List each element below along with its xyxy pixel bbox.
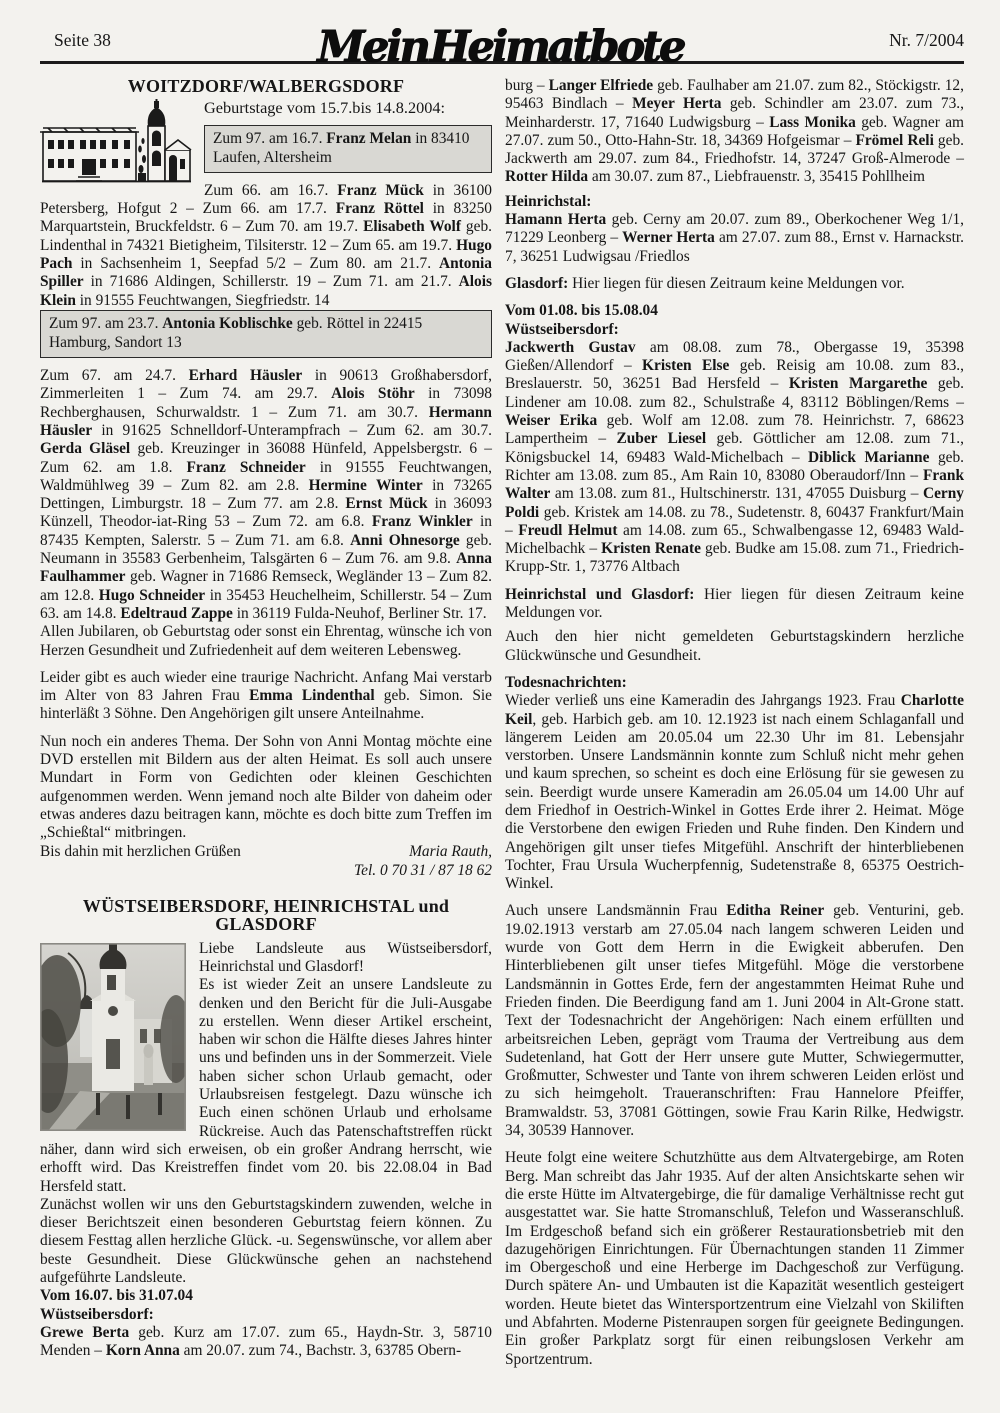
glasdorf-no-reports: Glasdorf: Hier liegen für diesen Zeitraum keine Meldungen vor. [505, 274, 905, 292]
page-number: Seite 38 [54, 30, 111, 50]
two-column-body [0, 77, 1000, 1369]
heinrichstal-glasdorf-no-reports: Heinrichstal und Glasdorf: Hier liegen für diesen Zeitraum keine Meldungen vor. [505, 585, 964, 622]
section-title-wuestseibersdorf: WÜSTSEIBERSDORF, HEINRICHSTAL und GLASDORF [82, 896, 450, 935]
jubilare-wishes: Allen Jubilaren, ob Geburtstag oder sonst ein Ehrentag, wünsche ich von Herzen Gesundheit und Zufriedenheit auf dem weiteren Lebensweg. [40, 623, 492, 659]
highlight-box-melan: Zum 97. am 16.7. Franz Melan in 83410 Laufen, Altersheim [204, 125, 492, 173]
birthday-paragraph-2: Zum 67. am 24.7. Erhard Häusler in 90613 Großhabersdorf, Zimmerleiten 1 – Zum 74. am 29.7. Alois Stöhr in 73098 Rechberghausen, Schurwaldstr. 1 – Zum 71. am 30.7. Hermann Häusler in 91625 Schnelldorf-Unterampfrach – Zum 62. am 30.7. Gerda Gläsel geb. Kreuzinger in 36088 Hünfeld, Appelsbergstr. 6 – Zum 62. am 1.8. Franz Schneider in 91555 Feuchtwangen, Waldmühlweg 39 – Zum 82. am 2.8. Hermine Winter in 73265 Dettingen, Limburgstr. 18 – Zum 77. am 2.8. Ernst Mück in 36093 Künzell, Theodor-iat-Ring 53 – Zum 72. am 6.8. Franz Winkler in 87435 Kempten, Salerstr. 5 – Zum 71. am 6.8. Anni Ohnesorge geb. Neumann in 35583 Gerbenheim, Talsgärten 6 – Zum 76. am 9.8. Anna Faulhammer geb. Wagner in 71686 Remseck, Wegländer 13 – Zum 82. am 12.8. Hugo Schneider in 35453 Heuchelheim, Schillerstr. 54 – Zum 63. am 14.8. Edeltraud Zappe in 36119 Fulda-Neuhof, Berliner Str. 17. [40, 367, 493, 622]
village-heading-wuestseibersdorf-1: Wüstseibersdorf: [40, 1305, 154, 1323]
birthday-paragraph-jackwerth: Jackwerth Gustav am 08.08. zum 78., Obergasse 19, 35398 Gießen/Allendorf – Kristen Else geb. Reisig am 10.08. zum 83., Breslauerstr. 50, 36251 Bad Hersfeld – Kristen Margarethe geb. Lindener am 10.08. zum 82., Schulstraße 4, 83112 Böblingen/Rems – Weiser Erika geb. Wolf am 12.08. zum 78. Heinrichstr. 7, 68623 Lampertheim – Zuber Liesel geb. Göttlicher am 12.08. zum 71., Königsbuckel 14, 69483 Wald-Michelbach – Diblick Marianne geb. Richter am 13.08. zum 85., Am Rain 10, 83080 Oberaudorf/Inn – Frank Walter am 13.08. zum 81., Hultschinerstr. 131, 47055 Duisburg – Cerny Poldi geb. Kristek am 14.08. zu 78., Sudetenstr. 8, 60437 Frankfurt/Main – Freudl Helmut am 14.08. zum 65., Schwalbengasse 12, 69483 Wald-Michelbachk – Kristen Renate geb. Budke am 15.08. zum 71., Friedrich-Krupp-Str. 1, 73776 Altbach [505, 338, 965, 576]
village-drawing-icon [40, 99, 192, 195]
signature-row [40, 843, 492, 861]
greeting-paragraph: Liebe Landsleute aus Wüstseibersdorf, Heinrichstal und Glasdorf! Es ist wieder Zeit an unsere Landsleute zu denken und den Bericht für die Juli-Ausgabe zu erstellen. Wenn dieser Artikel erscheint, haben wir schon die Hälfte dieses Jahres hinter uns und befinden uns in der Sommerzeit. Viele haben sicher schon Urlaub gemacht, oder Urlaubsreisen festgelegt. Dazu wünsche ich Euch einen schönen Urlaub und erholsame Rückreise. Auch das Patenschaftstreffen rückt näher, dann wird sich erweisen, ob ein großer Andrang herrscht, wie erhofft wird. Das Kreistreffen findet vom 20. bis 22.08.04 in Bad Hersfeld statt. [40, 939, 492, 1195]
masthead-logo: Mein Heimatbote [316, 22, 684, 72]
signature-name: Maria Rauth, [409, 843, 492, 861]
birthday-paragraph-continued: burg – Langer Elfriede geb. Faulhaber am 21.07. zum 82., Stöckigstr. 12, 95463 Bindlach – Meyer Herta geb. Schindler am 23.07. zum 73., Meinharderstr. 17, 71640 Ludwigsburg – Lass Monika geb. Wagner am 27.07. zum 50., Otto-Hahn-Str. 18, 34369 Hofgeismar – Frömel Reli geb. Jackwerth am 29.07. zum 84., Friedhofstr. 14, 37247 Groß-Almerode – Rotter Hilda am 30.07. zum 87., Liebfrauenstr. 3, 35415 Pohllheim [505, 77, 964, 186]
village-heading-heinrichstal: Heinrichstal: [505, 192, 592, 210]
unreported-birthdays-note: Auch den hier nicht gemeldeten Geburtstagskindern herzliche Glückwünsche und Gesundheit. [505, 628, 964, 664]
death-notices-heading: Todesnachrichten: [505, 673, 627, 691]
church-photo-icon [40, 943, 186, 1131]
right-column [505, 77, 964, 1369]
left-column [40, 77, 492, 1369]
date-range-heading-1: Vom 16.07. bis 31.07.04 [40, 1287, 193, 1305]
birthday-paragraph-hamann: Hamann Herta geb. Cerny am 20.07. zum 89., Oberkochener Weg 1/1, 71229 Leonberg – Werner Herta am 27.07. zum 88., Ernst v. Harnackstr. 7, 36251 Ludwigsau /Friedlos [505, 211, 964, 265]
highlight-box-koblischke: Zum 97. am 23.7. Antonia Koblischke geb. Röttel in 22415 Hamburg, Sandort 13 [40, 310, 492, 358]
signature-greeting: Bis dahin mit herzlichen Grüßen [40, 843, 241, 861]
birthday-range-subtitle: Geburtstage vom 15.7.bis 14.8.2004: [204, 98, 446, 118]
obituary-keil: Wieder verließ uns eine Kameradin des Jahrgangs 1923. Frau Charlotte Keil, geb. Harbich geb. am 10. 12.1923 ist nach einem Schlaganfall und längerem Leiden am 20.05.04 um 22.30 Uhr im 81. Lebensjahr verstorben. Unsere Landsmännin konnte zum Schluß nicht mehr gehen und kaum sprechen, so scheint es doch eine Erlösung für sie gewesen zu sein. Beerdigt wurde unsere Kameradin am 26.05.04 um 14.00 Uhr auf dem Friedhof in Oestrich-Winkel in Gottes Erde ihrer 2. Heimat. Möge die Verstorbene den ewigen Frieden und Ruhe finden. Den Kindern und Angehörigen gilt unser tiefes Mitgefühl. Anschrift der hinterbliebenen Tochter, Frau Ursula Wucherpfennig, Sudetenstraße 8, 65375 Oestrich-Winkel. [505, 692, 964, 893]
issue-number: Nr. 7/2004 [889, 30, 964, 50]
birthday-paragraph-grewe: Grewe Berta geb. Kurz am 17.07. zum 65., Haydn-Str. 3, 58710 Menden – Korn Anna am 20.07. zum 74., Bachstr. 3, 63785 Obern- [40, 1323, 492, 1360]
obituary-lindenthal: Leider gibt es auch wieder eine traurige Nachricht. Anfang Mai verstarb im Alter von 83 Jahren Frau Emma Lindenthal geb. Simon. Sie hinterläßt 3 Söhne. Den Angehörigen gilt unsere Anteilnahme. [40, 668, 492, 723]
schutzhuette-paragraph: Heute folgt eine weitere Schutzhütte aus dem Altvatergebirge, am Roten Berg. Man schreibt das Jahr 1935. Auf der alten Ansichtskarte sehen wir die erste Hütte im Altvatergebirge, die für damalige Verhältnisse recht gut ausgestattet war. Sie hatte Stromanschluß, Telefon und Wasseranschluß. Im Erdgeschoß befand sich ein größerer Restaurationsbetrieb mit den dazugehörigen Einrichtungen. Für Übernachtungen standen 11 Zimmer im Obergeschoß und eine Herberge im Dachgeschoß zur Verfügung. Durch spätere An- und Umbauten ist die Kapazität wesentlich gesteigert worden. Heute bietet das Wintersportzentrum eine Vielzahl von Skiliften und Abfahrten. Moderne Pistenraupen sorgen für geeignete Bedingungen. Ein großer Parkplatz sorgt für einen reibungslosen Verkehr am Sportzentrum. [505, 1149, 964, 1368]
zunaechst-paragraph: Zunächst wollen wir uns den Geburtstagskindern zuwenden, welche in dieser Berichtszeit einen besonderen Geburtstag feiern können. Zu diesem Festtag allen herzliche Glück. -u. Segenswünsche, vor allem aber beste Gesundheit. Diese Glückwünsche gehen an nachstehend aufgeführte Landsleute. [40, 1195, 492, 1286]
obituary-reiner: Auch unsere Landsmännin Frau Editha Reiner geb. Venturini, geb. 19.02.1913 verstarb am 27.05.04 nach langem schweren Leiden und wurde von Gott dem Herrn in die Ewigkeit abberufen. Den Hinterbliebenen gilt unser tiefes Mitgefühl. Möge die verstorbene Landsmännin in Gottes Erde, fern der angestammten Heimat Ruhe und Frieden finden. Die Beerdigung fand am 1. Juni 2004 in Alt-Grone statt. Text der Todesnachricht der Angehörigen: Nach einem erfüllten und arbeitsreichen Leben, geprägt vom Trauma der Vertreibung aus dem Sudetenland, hat Gott der Herr unsere gute Mutter, Schwiegermutter, Großmutter, Schwester und Tante von ihrem schweren Leiden erlöst und zu sich heimgeholt. Traueranschriften: Frau Hannelore Pfeiffer, Bramwaldstr. 53, 37081 Göttingen, sowie Frau Karin Rilke, Hedwigstr. 34, 30539 Hannover. [505, 902, 964, 1140]
dvd-project-paragraph: Nun noch ein anderes Thema. Der Sohn von Anni Montag möchte eine DVD erstellen mit Bildern aus der alten Heimat. Es soll auch unsere Mundart in Form von Gedichten oder kleinen Geschichten aufgenommen werden. Wenn jemand noch alte Bilder von daheim oder etwas anderes dazu beitragen kann, möchte es doch bitte zum Treffen im „Schießtal“ mitbringen. [40, 732, 492, 842]
village-heading-wuestseibersdorf-2: Wüstseibersdorf: [505, 320, 619, 338]
birthday-paragraph-1: Zum 66. am 16.7. Franz Mück in 36100 Petersberg, Hofgut 2 – Zum 66. am 17.7. Franz Röttel in 83250 Marquartstein, Bruckfeldstr. 6 – Zum 70. am 19.7. Elisabeth Wolf geb. Lindenthal in 74321 Bietigheim, Tilsiterstr. 12 – Zum 65. am 19.7. Hugo Pach in Sachsenheim 1, Seepfad 5/2 – Zum 80. am 21.7. Antonia Spiller in 71686 Aldingen, Schillerstr. 19 – Zum 71. am 21.7. Alois Klein in 91555 Feuchtwangen, Siegfriedstr. 14 [40, 181, 492, 309]
date-range-heading-2: Vom 01.08. bis 15.08.04 [505, 302, 658, 320]
signature-phone: Tel. 0 70 31 / 87 18 62 [354, 861, 492, 879]
section-title-woitzdorf: WOITZDORF/WALBERGSDORF [127, 76, 405, 96]
